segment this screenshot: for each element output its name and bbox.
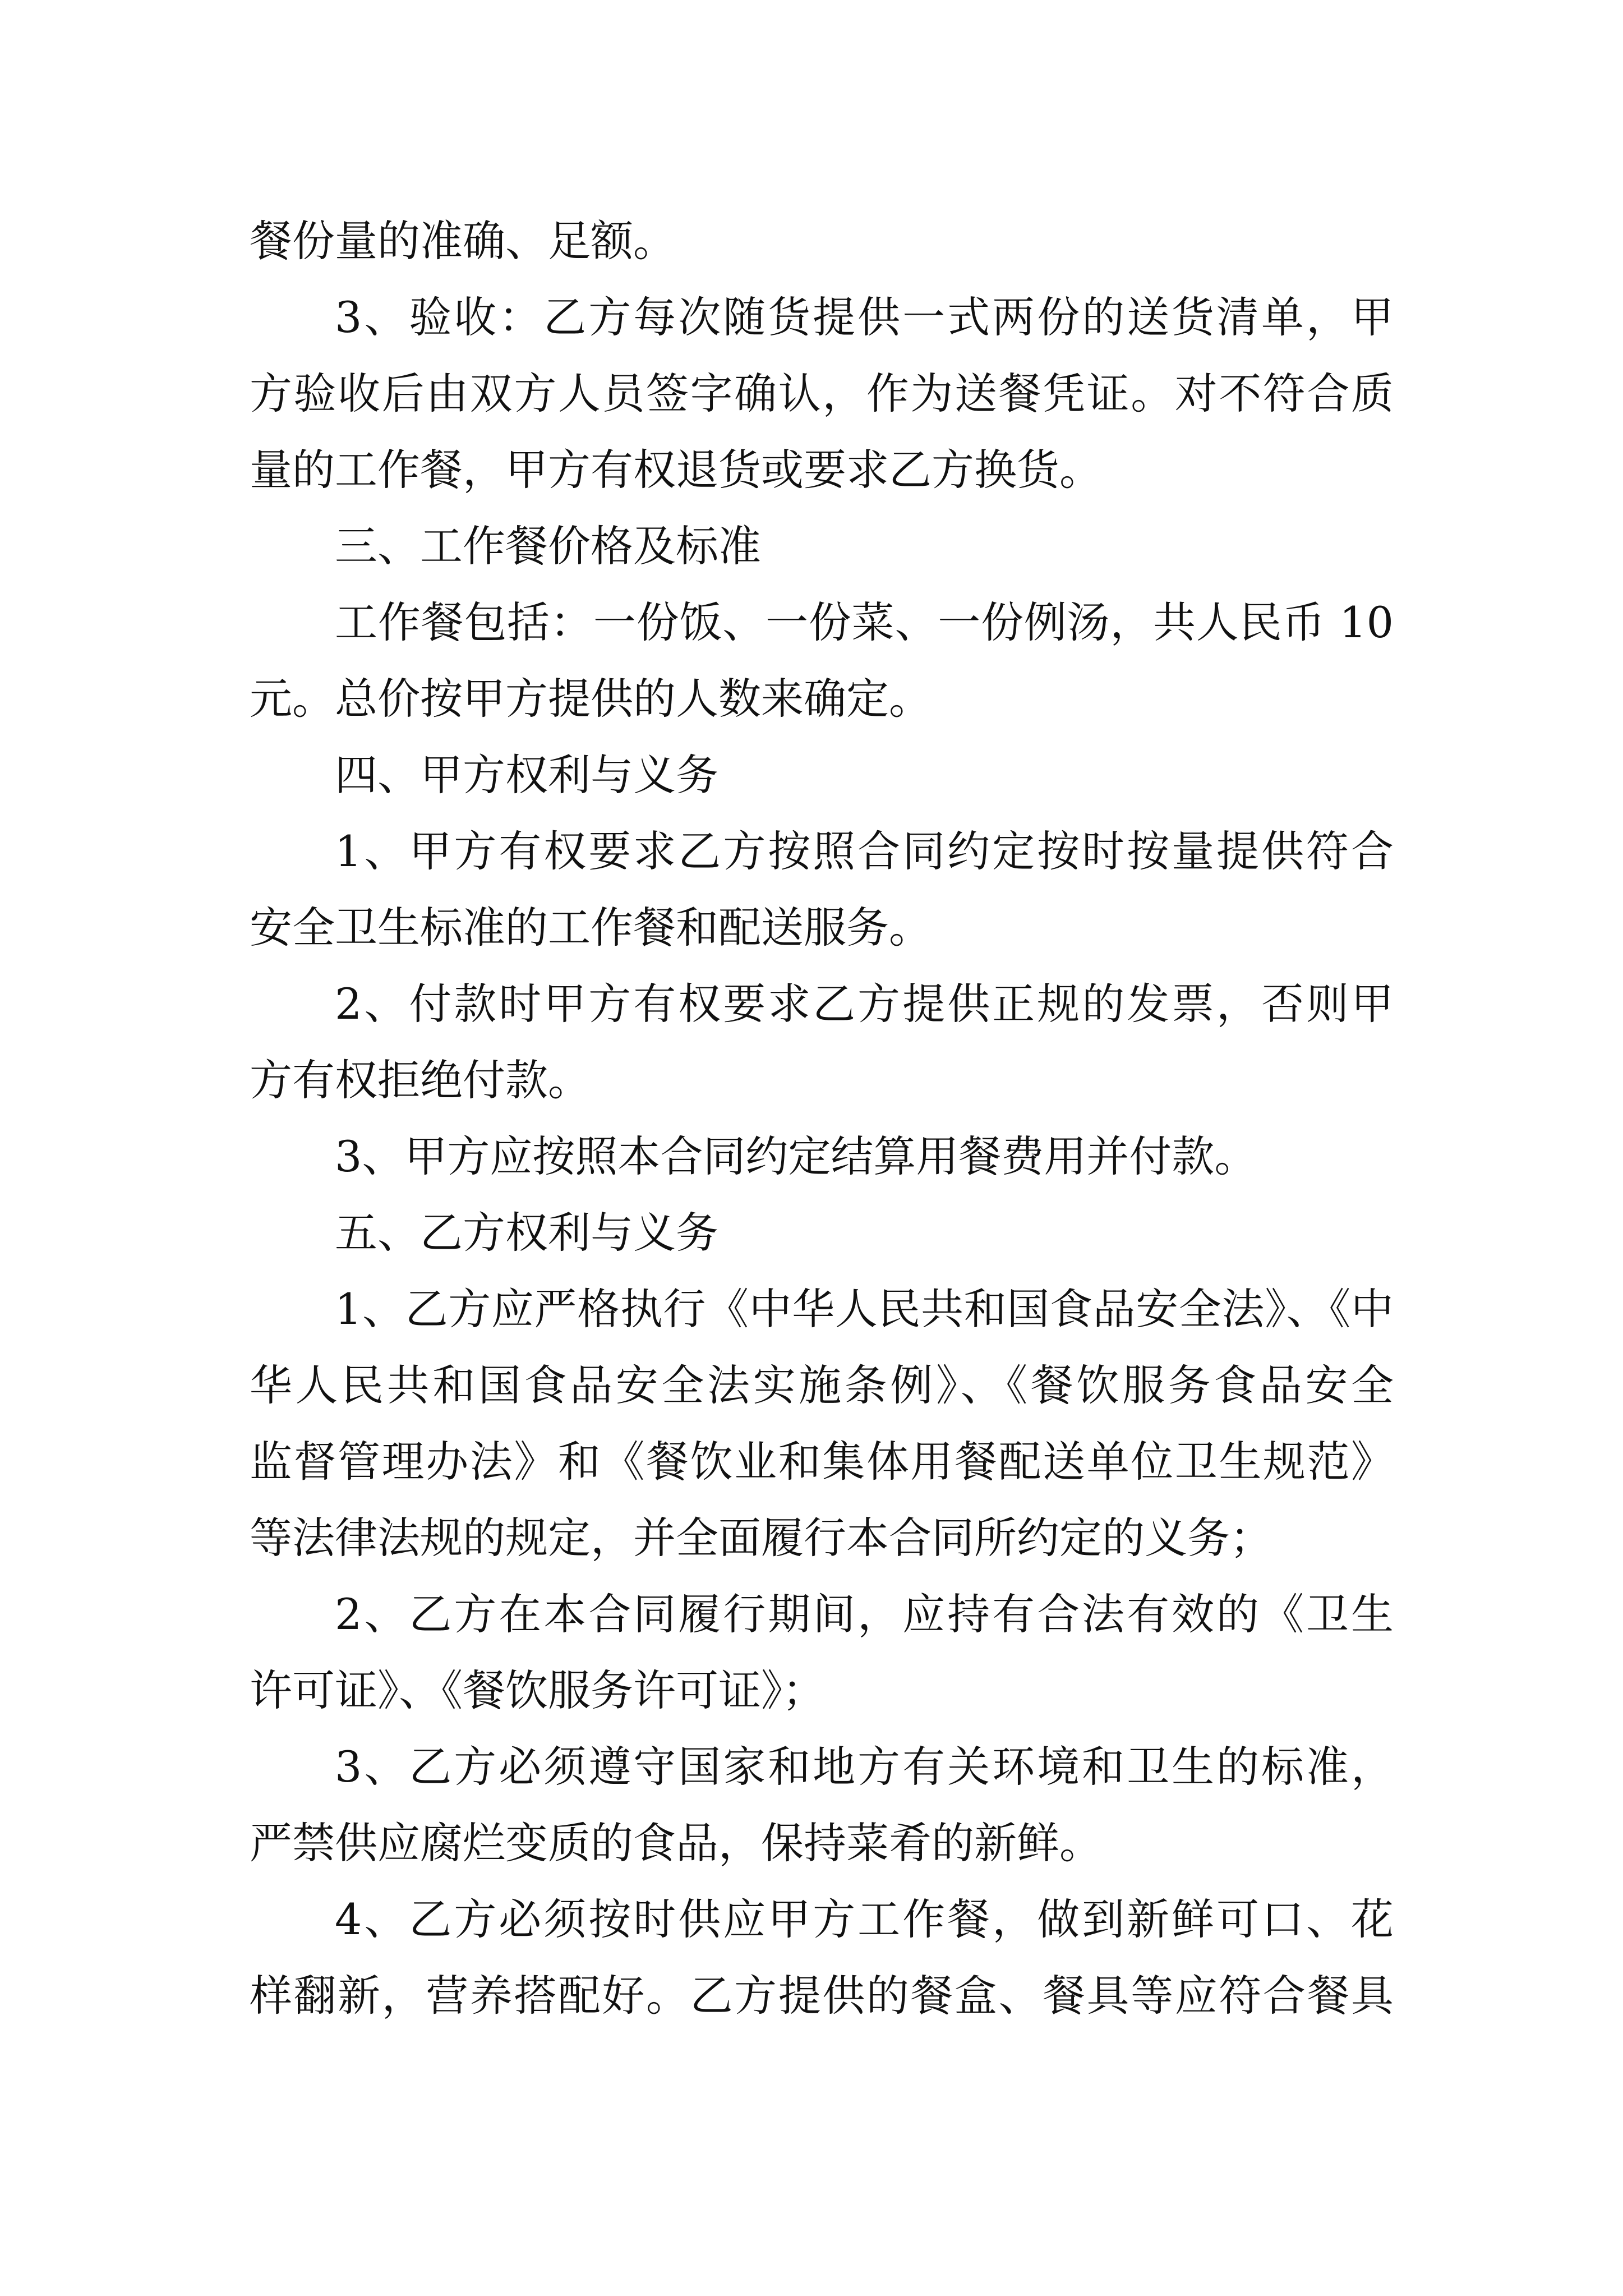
text-line: 3、验收：乙方每次随货提供一式两份的送货清单，甲 — [335, 292, 1394, 342]
text-line: 1、乙方应严格执行《中华人民共和国食品安全法》、《中 — [335, 1284, 1394, 1334]
text-line: 3、乙方必须遵守国家和地方有关环境和卫生的标准， — [335, 1742, 1394, 1792]
text-line: 等法律法规的规定，并全面履行本合同所约定的义务； — [250, 1513, 1272, 1563]
text-line: 元。总价按甲方提供的人数来确定。 — [250, 674, 932, 724]
text-line: 量的工作餐，甲方有权退货或要求乙方换货。 — [250, 445, 1102, 495]
text-line: 工作餐包括：一份饭、一份菜、一份例汤，共人民币 10 — [335, 597, 1394, 647]
text-line: 方验收后由双方人员签字确认，作为送餐凭证。对不符合质 — [250, 369, 1394, 418]
text-line: 3、甲方应按照本合同约定结算用餐费用并付款。 — [335, 1131, 1257, 1181]
section-heading: 四、甲方权利与义务 — [335, 750, 718, 800]
text-line: 餐份量的准确、足额。 — [250, 216, 676, 266]
text-line: 安全卫生标准的工作餐和配送服务。 — [250, 903, 932, 953]
text-line: 样翻新，营养搭配好。乙方提供的餐盒、餐具等应符合餐具 — [250, 1971, 1394, 2021]
text-line: 2、乙方在本合同履行期间，应持有合法有效的《卫生 — [335, 1589, 1394, 1639]
text-line: 许可证》、《餐饮服务许可证》； — [250, 1665, 825, 1715]
text-line: 方有权拒绝付款。 — [250, 1055, 591, 1105]
section-heading: 三、工作餐价格及标准 — [335, 521, 761, 571]
text-line: 华人民共和国食品安全法实施条例》、《餐饮服务食品安全 — [250, 1360, 1394, 1410]
text-line: 1、甲方有权要求乙方按照合同约定按时按量提供符合 — [335, 826, 1394, 876]
text-line: 严禁供应腐烂变质的食品，保持菜肴的新鲜。 — [250, 1818, 1102, 1868]
section-heading: 五、乙方权利与义务 — [335, 1208, 718, 1258]
text-line: 监督管理办法》和《餐饮业和集体用餐配送单位卫生规范》 — [250, 1437, 1394, 1487]
text-line: 4、乙方必须按时供应甲方工作餐，做到新鲜可口、花 — [335, 1894, 1394, 1944]
document-body — [250, 203, 1394, 2034]
text-line: 2、付款时甲方有权要求乙方提供正规的发票，否则甲 — [335, 979, 1394, 1029]
